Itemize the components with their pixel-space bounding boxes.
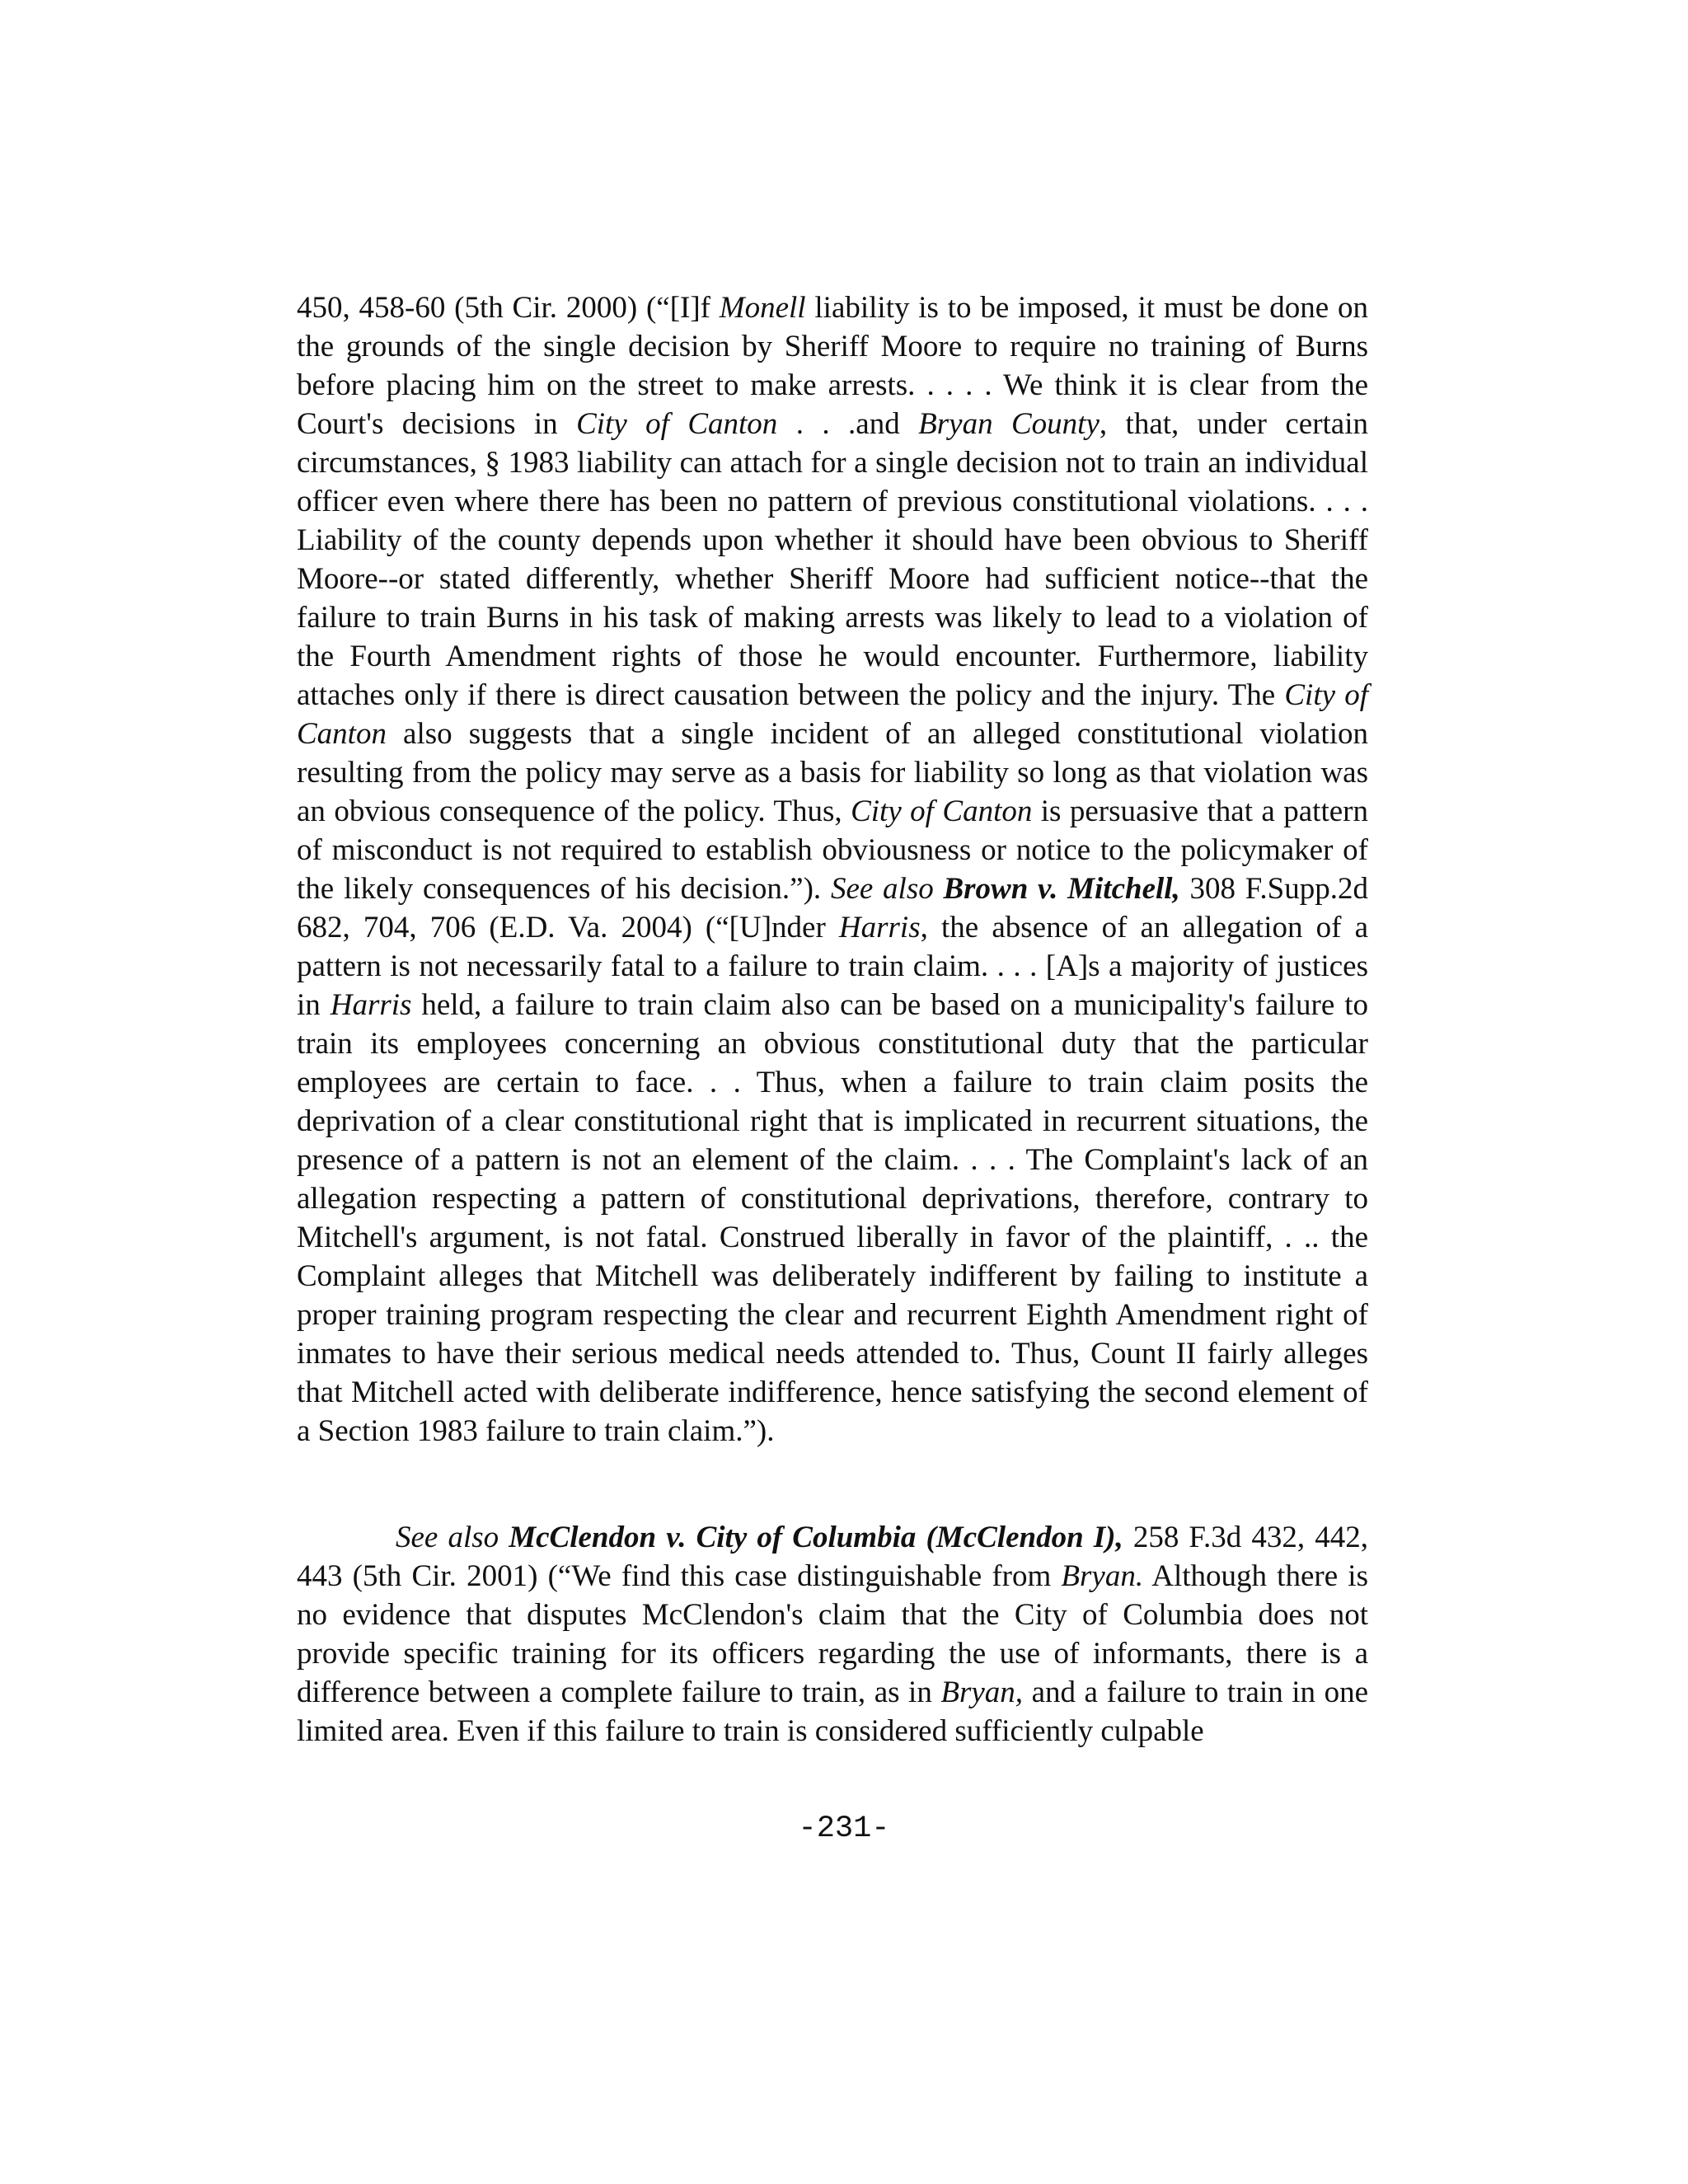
text-segment: Bryan County: [918, 407, 1100, 441]
text-segment: 258 F.3d 432, 442, 443 (5th Cir. 2001) (“We find this case distinguishable from: [297, 1521, 1369, 1593]
text-segment: City of Canton: [576, 407, 778, 441]
text-segment: Harris: [330, 988, 412, 1022]
paragraph-text: [297, 288, 1368, 1451]
text-segment: City of Canton: [297, 678, 1368, 751]
text-segment: Bryan.: [1061, 1559, 1144, 1593]
text-segment: City of Canton: [851, 794, 1033, 828]
body-paragraph-1: [297, 288, 1368, 1451]
text-segment: liability is to be imposed, it must be done on the grounds of the single decision by Sheriff Moore to require no training of Burns before placing him on the street to make arrests. . . . . We think it is clear from the Court's decisions in: [297, 291, 1368, 441]
text-segment: and a failure to train in one limited area. Even if this failure to train is considered sufficiently culpable: [297, 1675, 1368, 1748]
page-number: -231-: [798, 1811, 890, 1846]
text-segment: See also: [830, 872, 944, 906]
text-segment: Although there is no evidence that disputes McClendon's claim that the City of Columbia does not provide specific training for its officers regarding the use of informants, there is a difference between a complete failure to train, as in: [297, 1559, 1368, 1709]
text-segment: See also: [396, 1521, 509, 1554]
text-segment: . . .and: [777, 407, 919, 441]
paragraph-text: [297, 1518, 1368, 1750]
text-segment: also suggests that a single incident of an alleged constitutional violation resulting from the policy may serve as a basis for liability so long as that violation was an obvious consequence of the policy. Thus,: [297, 717, 1368, 828]
text-segment: Brown v. Mitchell,: [943, 872, 1180, 906]
text-segment: held, a failure to train claim also can be based on a municipality's failure to train its employees concerning an obvious constitutional duty that the particular employees are certain to face. . . Thus, when a failure to train claim posits the deprivation of a clear constitutional right that is implicated in recurrent situations, the presence of a pattern is not an element of the claim. . . . The Complaint's lack of an allegation respecting a pattern of constitutional deprivations, therefore, contrary to Mitchell's argument, is not fatal. Construed liberally in favor of the plaintiff, . .. the Complaint alleges that Mitchell was deliberately indifferent by failing to institute a proper training program respecting the clear and recurrent Eighth Amendment right of inmates to have their serious medical needs attended to. Thus, Count II fairly alleges that Mitchell acted with deliberate indifference, hence satisfying the second element of a Section 1983 failure to train claim.”).: [297, 988, 1369, 1448]
text-segment: 450, 458-60 (5th Cir. 2000) (“[I]f: [297, 291, 720, 325]
text-segment: Harris: [838, 911, 921, 944]
text-segment: is persuasive that a pattern of misconduct is not required to establish obviousness or notice to the policymaker of the likely consequences of his decision.”).: [297, 794, 1368, 906]
text-segment: , the absence of an allegation of a pattern is not necessarily fatal to a failure to train claim. . . . [A]s a majority of justices in: [297, 911, 1368, 1022]
text-segment: McClendon v. City of Columbia (McClendon I),: [509, 1521, 1123, 1554]
text-segment: Bryan,: [940, 1675, 1024, 1709]
text-segment: , that, under certain circumstances, § 1983 liability can attach for a single decision not to train an individual officer even where there has been no pattern of previous constitutional violations. . . . Liability of the county depends upon whether it should have been obvious to Sheriff Moore--or stated differently, whether Sheriff Moore had sufficient notice--that the failure to train Burns in his task of making arrests was likely to lead to a violation of the Fourth Amendment rights of those he would encounter. Furthermore, liability attaches only if there is direct causation between the policy and the injury. The: [297, 407, 1368, 712]
text-segment: 308 F.Supp.2d 682, 704, 706 (E.D. Va. 2004) (“[U]nder: [297, 872, 1368, 944]
body-paragraph-2: [297, 1518, 1368, 1750]
text-segment: Monell: [719, 291, 806, 325]
